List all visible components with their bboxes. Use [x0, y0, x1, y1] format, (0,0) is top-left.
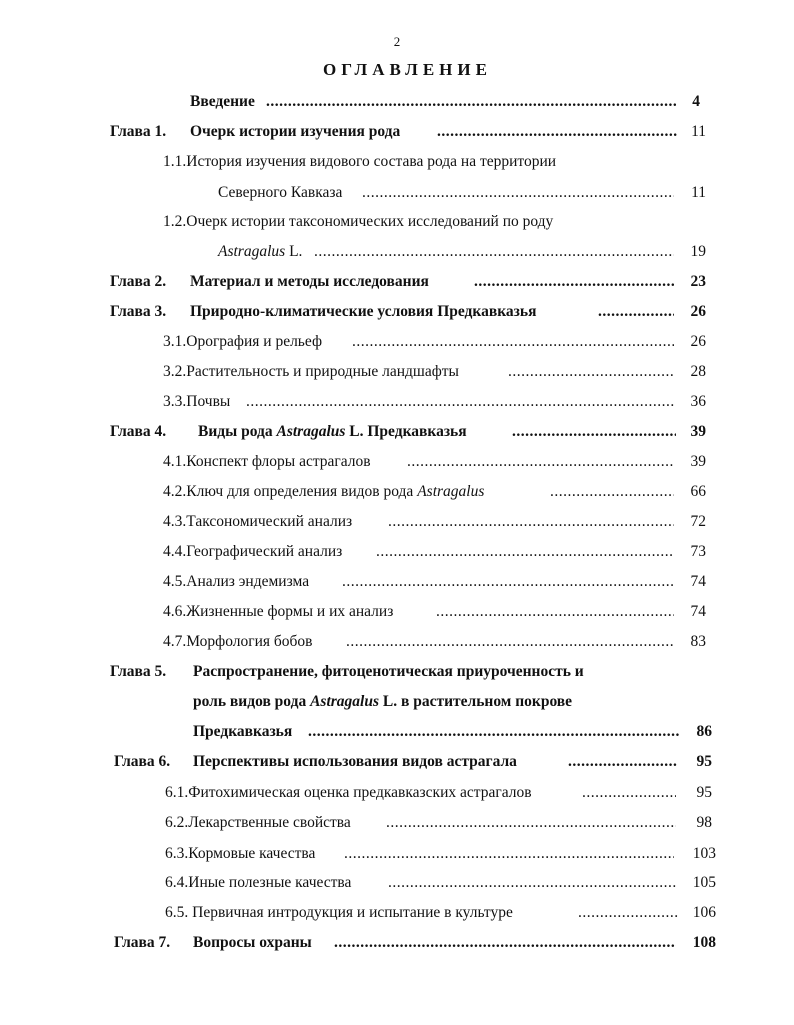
toc-entry-text-rest: L. в растительном покрове — [379, 693, 573, 710]
toc-entry-text: Очерк истории изучения рода — [190, 123, 401, 140]
toc-entry-4-2[interactable] — [0, 480, 794, 504]
toc-entry-text: 3.3.Почвы — [163, 393, 231, 410]
toc-entry-text: 1.1.История изучения видового состава рода на территории — [163, 153, 557, 170]
leader-dots — [512, 420, 676, 444]
toc-entry-6-1[interactable] — [0, 781, 794, 805]
toc-entry-text: 3.2.Растительность и природные ландшафты — [163, 363, 459, 380]
toc-entry-chapter-5-cont2[interactable] — [0, 720, 794, 744]
toc-entry-3-2[interactable] — [0, 360, 794, 384]
toc-entry-text-rest: L. Предкавказья — [345, 423, 467, 440]
toc-entry-chapter-6[interactable] — [0, 750, 794, 774]
chapter-label: Глава 2. — [110, 273, 167, 290]
italic-genus: Astragalus — [310, 693, 379, 710]
toc-page-number: 11 — [691, 184, 706, 201]
toc-entry-chapter-5-cont[interactable] — [0, 690, 794, 714]
toc-entry-text: 6.3.Кормовые качества — [165, 845, 316, 862]
chapter-label: Глава 1. — [110, 123, 167, 140]
toc-entry-text: Вопросы охраны — [193, 934, 312, 951]
toc-entry-chapter-1[interactable] — [0, 120, 794, 144]
toc-page-number: 23 — [690, 273, 706, 290]
toc-entry-6-5[interactable] — [0, 901, 794, 925]
leader-dots — [508, 360, 674, 384]
toc-entry-1-2[interactable] — [0, 210, 794, 234]
leader-dots — [266, 90, 676, 114]
toc-entry-1-1[interactable] — [0, 150, 794, 174]
toc-entry-text — [193, 690, 572, 714]
leader-dots — [334, 931, 676, 955]
toc-entry-text-rest: L. — [285, 243, 303, 260]
toc-page-number: 4 — [692, 93, 700, 110]
chapter-label: Глава 3. — [110, 303, 167, 320]
toc-entry-text: Перспективы использования видов астрагала — [193, 753, 517, 770]
toc-entry-text: Распространение, фитоценотическая приуроченность и — [193, 663, 584, 680]
toc-entry-4-1[interactable] — [0, 450, 794, 474]
toc-page-number: 26 — [690, 333, 706, 350]
toc-page-number: 39 — [690, 423, 706, 440]
toc-title: ОГЛАВЛЕНИЕ — [323, 60, 492, 79]
leader-dots — [568, 750, 678, 774]
toc-page-number: 86 — [696, 723, 712, 740]
leader-dots — [344, 842, 674, 866]
leader-dots — [346, 630, 674, 654]
toc-page-number: 74 — [690, 603, 706, 620]
toc-entry-text: 6.1.Фитохимическая оценка предкавказских астрагалов — [165, 784, 532, 801]
chapter-label: Глава 4. — [110, 423, 167, 440]
toc-page-number: 66 — [690, 483, 706, 500]
leader-dots — [388, 510, 674, 534]
toc-page-number: 11 — [691, 123, 706, 140]
toc-entry-text: Северного Кавказа — [218, 184, 343, 201]
toc-entry-text: 4.1.Конспект флоры астрагалов — [163, 453, 371, 470]
toc-page-number: 105 — [692, 874, 716, 891]
toc-entry-text: 4.6.Жизненные формы и их анализ — [163, 603, 394, 620]
toc-entry-6-2[interactable] — [0, 811, 794, 835]
leader-dots — [308, 720, 680, 744]
toc-page-number: 108 — [692, 934, 716, 951]
leader-dots — [474, 270, 674, 294]
toc-entry-4-5[interactable] — [0, 570, 794, 594]
toc-page-number: 106 — [692, 904, 716, 921]
leader-dots — [388, 871, 676, 895]
toc-entry-text: 3.1.Орография и рельеф — [163, 333, 322, 350]
toc-entry-chapter-2[interactable] — [0, 270, 794, 294]
toc-entry-text: 6.4.Иные полезные качества — [165, 874, 352, 891]
leader-dots — [314, 240, 674, 264]
toc-entry-1-2-cont[interactable] — [0, 240, 794, 264]
toc-entry-text — [218, 240, 302, 264]
leader-dots — [246, 390, 674, 414]
toc-entry-chapter-5[interactable] — [0, 660, 794, 684]
toc-entry-4-3[interactable] — [0, 510, 794, 534]
toc-entry-3-1[interactable] — [0, 330, 794, 354]
toc-entry-text: 4.3.Таксономический анализ — [163, 513, 353, 530]
toc-entry-text — [163, 480, 484, 504]
italic-genus: Astragalus — [417, 483, 485, 500]
toc-entry-text-pre: Виды рода — [198, 423, 277, 440]
toc-entry-text: 4.5.Анализ эндемизма — [163, 573, 310, 590]
toc-entry-text: Предкавказья — [193, 723, 293, 740]
leader-dots — [407, 450, 674, 474]
toc-page-number: 73 — [690, 543, 706, 560]
toc-entry-6-4[interactable] — [0, 871, 794, 895]
toc-page-number: 98 — [696, 814, 712, 831]
toc-page-number: 95 — [696, 784, 712, 801]
toc-entry-4-4[interactable] — [0, 540, 794, 564]
toc-page-number: 95 — [696, 753, 712, 770]
leader-dots — [582, 781, 676, 805]
leader-dots — [362, 181, 674, 205]
toc-entry-text: 4.4.Географический анализ — [163, 543, 343, 560]
chapter-label: Глава 7. — [114, 934, 171, 951]
toc-page-number: 28 — [690, 363, 706, 380]
leader-dots — [436, 600, 674, 624]
toc-entry-4-7[interactable] — [0, 630, 794, 654]
leader-dots — [550, 480, 674, 504]
toc-page-number: 74 — [690, 573, 706, 590]
leader-dots — [386, 811, 676, 835]
toc-entry-chapter-7[interactable] — [0, 931, 794, 955]
toc-entry-text-pre: роль видов рода — [193, 693, 311, 710]
leader-dots — [352, 330, 674, 354]
toc-entry-text: 6.2.Лекарственные свойства — [165, 814, 351, 831]
toc-entry-3-3[interactable] — [0, 390, 794, 414]
toc-page-number: 26 — [690, 303, 706, 320]
italic-genus: Astragalus — [218, 243, 286, 260]
italic-genus: Astragalus — [276, 423, 346, 440]
toc-entry-text: Введение — [190, 93, 255, 110]
leader-dots — [376, 540, 674, 564]
toc-entry-text: 6.5. Первичная интродукция и испытание в культуре — [165, 904, 513, 921]
toc-entry-4-6[interactable] — [0, 600, 794, 624]
toc-entry-chapter-4[interactable] — [0, 420, 794, 444]
toc-page-number: 19 — [690, 243, 706, 260]
leader-dots — [578, 901, 678, 925]
toc-entry-intro[interactable] — [0, 90, 794, 114]
chapter-label: Глава 5. — [110, 663, 167, 680]
toc-page-number: 83 — [690, 633, 706, 650]
toc-entry-text: Природно-климатические условия Предкавказья — [190, 303, 537, 320]
toc-entry-text: Материал и методы исследования — [190, 273, 429, 290]
leader-dots — [342, 570, 674, 594]
toc-entry-1-1-cont[interactable] — [0, 181, 794, 205]
toc-page-number: 39 — [690, 453, 706, 470]
toc-entry-chapter-3[interactable] — [0, 300, 794, 324]
toc-entry-text — [198, 420, 467, 444]
toc-entry-text-pre: 4.2.Ключ для определения видов рода — [163, 483, 418, 500]
toc-entry-6-3[interactable] — [0, 842, 794, 866]
toc-page-number: 72 — [690, 513, 706, 530]
page-number: 2 — [393, 34, 401, 49]
leader-dots — [437, 120, 677, 144]
toc-page-number: 103 — [692, 845, 716, 862]
toc-entry-text: 4.7.Морфология бобов — [163, 633, 313, 650]
toc-page-number: 36 — [690, 393, 706, 410]
toc-entry-text: 1.2.Очерк истории таксономических исследований по роду — [163, 213, 554, 230]
chapter-label: Глава 6. — [114, 753, 171, 770]
leader-dots — [598, 300, 674, 324]
